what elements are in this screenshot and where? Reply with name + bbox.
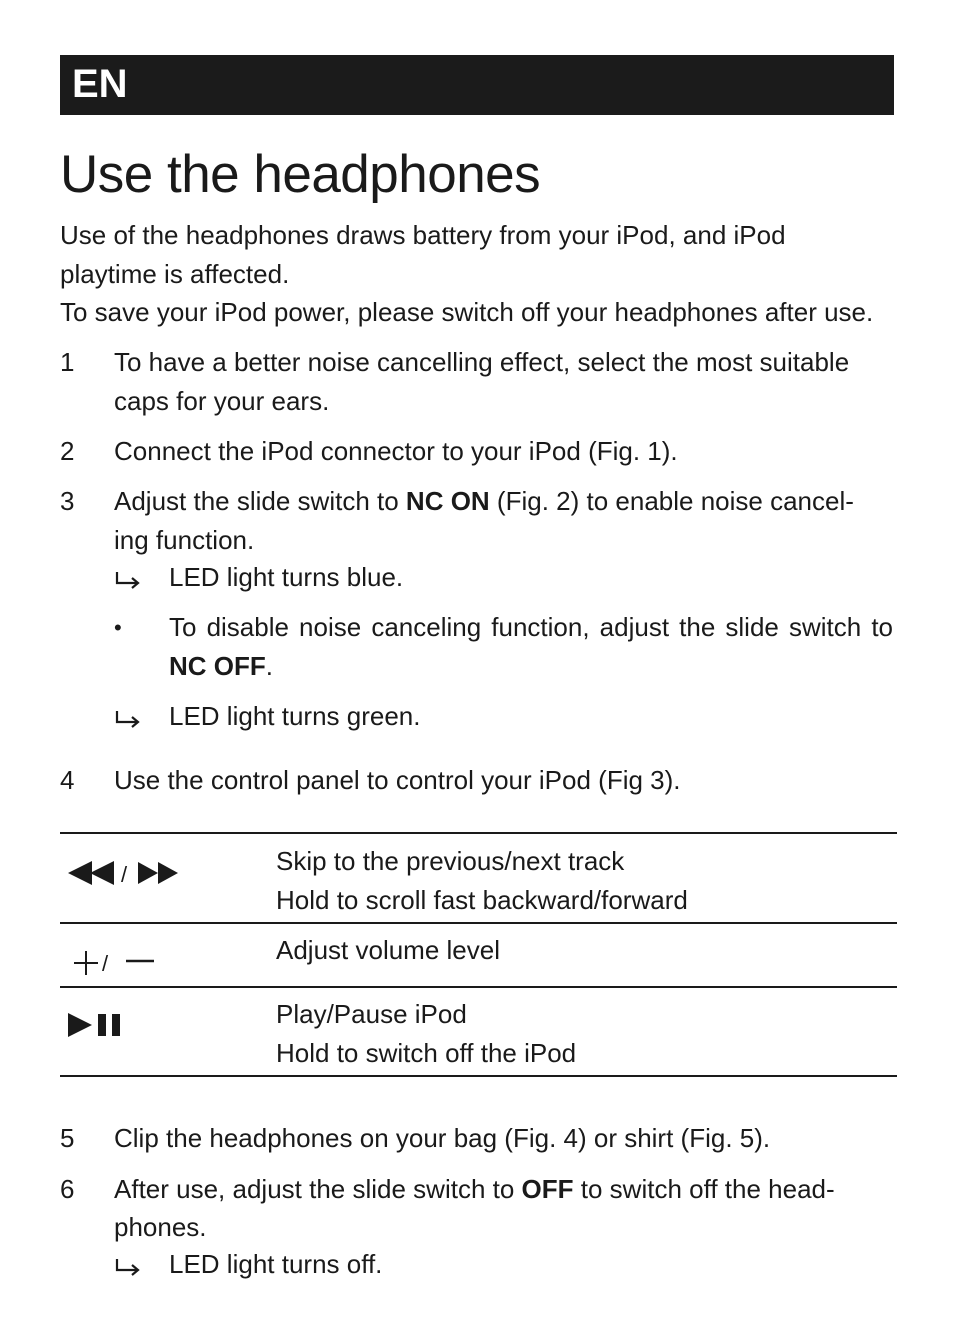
step-3-line-1	[114, 482, 854, 521]
step-3-strong-nc-on: NC ON	[405, 486, 490, 516]
page-title: Use the headphones	[60, 145, 541, 204]
step-3-bullet-line-1: To disable noise canceling function, adjust the slide switch to	[169, 612, 893, 642]
step-6-strong-off: OFF	[521, 1174, 574, 1204]
step-5-number: 5	[60, 1123, 75, 1153]
minus-icon	[126, 958, 154, 964]
intro-line-1: Use of the headphones draws battery from your iPod, and iPod	[60, 220, 786, 250]
step-3-text-post: (Fig. 2) to enable noise cancel-	[489, 486, 854, 516]
step-6-result: LED light turns off.	[169, 1249, 383, 1279]
step-4-number: 4	[60, 765, 75, 795]
table-rule	[60, 986, 897, 988]
control-row-3-line-2: Hold to switch off the iPod	[276, 1038, 577, 1068]
step-3-bullet-line-2	[169, 647, 273, 686]
step-6-text-pre: After use, adjust the slide switch to	[114, 1174, 522, 1204]
step-3-number: 3	[60, 486, 75, 516]
step-6-line-1	[114, 1170, 835, 1209]
step-1-number: 1	[60, 347, 75, 377]
step-3-strong-nc-off: NC OFF	[169, 651, 266, 681]
step-1-line-1: To have a better noise cancelling effect, select the most suitable	[114, 347, 850, 377]
step-5-line-1: Clip the headphones on your bag (Fig. 4) or shirt (Fig. 5).	[114, 1123, 771, 1153]
table-rule-bottom	[60, 1075, 897, 1077]
intro-line-2: playtime is affected.	[60, 259, 290, 289]
control-row-2-line-1: Adjust volume level	[276, 935, 500, 965]
fast-forward-icon	[138, 862, 180, 884]
control-separator: /	[121, 862, 128, 887]
control-row-1-line-2: Hold to scroll fast backward/forward	[276, 885, 688, 915]
step-1-line-2: caps for your ears.	[114, 386, 330, 416]
control-separator: /	[102, 951, 109, 976]
step-2-line-1: Connect the iPod connector to your iPod (Fig. 1).	[114, 436, 678, 466]
step-6-number: 6	[60, 1174, 75, 1204]
result-arrow-icon	[114, 1257, 142, 1277]
step-3-result-1: LED light turns blue.	[169, 562, 404, 592]
step-3-line-2: ing function.	[114, 525, 255, 555]
result-arrow-icon	[114, 570, 142, 590]
plus-icon	[73, 950, 99, 976]
step-4-line-1: Use the control panel to control your iPod (Fig 3).	[114, 765, 681, 795]
step-3-bullet-end: .	[265, 651, 273, 681]
intro-line-3: To save your iPod power, please switch off your headphones after use.	[60, 297, 874, 327]
step-6-line-2: phones.	[114, 1212, 207, 1242]
table-rule	[60, 922, 897, 924]
step-6-text-post: to switch off the head-	[573, 1174, 835, 1204]
step-3-result-2: LED light turns green.	[169, 701, 421, 731]
language-label: EN	[72, 62, 128, 106]
table-rule-top	[60, 832, 897, 834]
bullet-icon: •	[114, 615, 122, 640]
language-bar	[60, 55, 894, 115]
control-row-1-line-1: Skip to the previous/next track	[276, 846, 625, 876]
rewind-icon	[68, 861, 118, 885]
step-3-text-pre: Adjust the slide switch to	[114, 486, 406, 516]
step-2-number: 2	[60, 436, 75, 466]
play-pause-icon	[68, 1013, 126, 1037]
control-row-3-line-1: Play/Pause iPod	[276, 999, 467, 1029]
result-arrow-icon	[114, 709, 142, 729]
